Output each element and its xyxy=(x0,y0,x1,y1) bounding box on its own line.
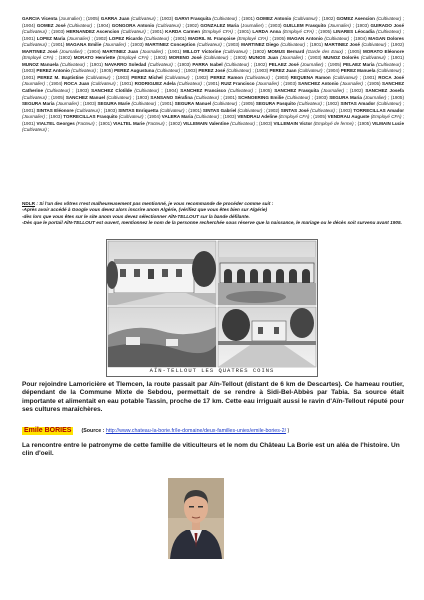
name-separator: ; (1903) xyxy=(155,16,175,21)
name-separator: ; (1902) xyxy=(189,74,211,80)
occupation: (Garde des Eaux) xyxy=(306,48,344,54)
occupation: (Employé CFA) xyxy=(282,29,314,35)
name-separator: ; (1901) xyxy=(169,35,189,41)
name-separator: ; (1902) xyxy=(262,107,281,113)
name-separator: ; (1901) xyxy=(115,81,135,87)
name-separator: ; (1903) xyxy=(228,55,249,61)
name-separator: ; (1903) xyxy=(350,22,371,28)
name-separator: ; (1905) xyxy=(343,48,363,54)
person-name: SINTAS José xyxy=(280,107,311,113)
person-name: SEGURA Maria xyxy=(329,94,364,100)
name-separator: ; (1901) xyxy=(357,74,379,80)
person-name: ROCA José xyxy=(378,74,404,80)
occupation: (Cultivateur) xyxy=(159,107,185,113)
person-name: SCHNOERING Emilie xyxy=(238,94,286,100)
person-name: LARDA Anna xyxy=(252,29,283,35)
person-name: MAGAN Dolores xyxy=(368,35,404,41)
occupation: (Cultivateur) xyxy=(131,101,157,107)
name-separator: ; (1903) xyxy=(334,107,354,113)
person-name: GONGORA Antonio xyxy=(111,22,156,28)
person-name: NAVARRO Soledad xyxy=(104,61,149,67)
occupation: (Employé CFA) xyxy=(22,55,54,61)
occupation: (Cultivateur) xyxy=(361,42,387,48)
name-separator: ; (1903) xyxy=(172,61,193,67)
name-separator: ; (1903) xyxy=(125,42,146,48)
occupation: (Cultivateur) xyxy=(118,114,144,120)
person-name: PEREZ Michel xyxy=(131,74,165,80)
name-separator: ; (1903) xyxy=(303,55,324,61)
name-separator: ; xyxy=(46,127,50,133)
name-separator: ; (1901) xyxy=(184,107,203,113)
occupation: (Cultivateur) xyxy=(106,94,132,100)
name-separator: ; (1902) xyxy=(89,35,109,41)
name-separator: ; (1903) xyxy=(131,94,151,100)
occupation: (Journalier) xyxy=(340,81,364,87)
name-separator: ; (1902) xyxy=(317,16,337,21)
photo-top-left xyxy=(106,241,216,305)
name-separator: ; (1904) xyxy=(22,16,404,28)
occupation: (Cultivateur) xyxy=(376,16,402,21)
name-separator: ; (1903) xyxy=(251,68,270,74)
person-name: MARTINEZ Conception xyxy=(145,42,198,48)
name-separator: ; (1901) xyxy=(237,16,257,21)
occupation: (Journalier) xyxy=(59,48,83,54)
name-separator: ; (1901) xyxy=(46,42,67,48)
occupation: (Journalier) xyxy=(66,35,90,41)
name-separator: ; (1901) xyxy=(201,81,221,87)
occupation: (Cultivateur) xyxy=(144,35,169,41)
occupation: (Cultivateur) xyxy=(332,74,358,80)
name-separator: ; (1901) xyxy=(156,101,175,107)
occupation: (Cultivateur) xyxy=(71,68,96,74)
person-name: GUILLEM Frasquito xyxy=(283,22,328,28)
postcard-photo xyxy=(106,239,318,377)
person-name: TORRECILLAS Frasquito xyxy=(63,114,119,120)
person-name: SEGURA Pasquito xyxy=(255,101,298,107)
person-name: MARTINEZ Diego xyxy=(241,42,281,48)
name-separator: ; (1903) xyxy=(310,94,330,100)
name-separator: ; (1903) xyxy=(219,114,238,120)
person-name: VIALTEL Marie xyxy=(113,120,147,126)
person-name: MORENO José xyxy=(168,55,204,61)
person-name: SANCHEZ Frasquita xyxy=(274,88,322,94)
name-separator: ; (1902) xyxy=(164,120,184,126)
person-name: GUIRADO José xyxy=(370,22,404,28)
occupation: (Journalier) xyxy=(22,114,45,120)
person-name: SANCHEZ Clotilde xyxy=(91,88,135,94)
occupation: (Cultivateur) xyxy=(155,22,181,28)
occupation: (Employé de ferme) xyxy=(313,120,354,126)
occupation: (Cultivateur) xyxy=(148,61,173,67)
person-name: VENDRAU Auguste xyxy=(327,114,371,120)
name-separator: ; (1903) xyxy=(221,42,242,48)
portrait-photo xyxy=(168,478,224,559)
person-name: TORRECILLAS Amador xyxy=(353,107,404,113)
occupation: (Facteur) xyxy=(146,120,165,126)
occupation: (Cultivateur) xyxy=(134,88,160,94)
name-separator: ; (1904) xyxy=(159,88,181,94)
person-name: SANCHEZ Antonio xyxy=(298,81,341,87)
name-separator: ; (1904) xyxy=(45,81,64,87)
name-separator: ; (1903) xyxy=(279,81,299,87)
name-separator: ; (1904) xyxy=(143,114,162,120)
name-separator: ; (1901) xyxy=(305,42,325,48)
ndlr-line: -dès lors que vous êtes sur le site anom vous devez sélectionner AÏN-TELLOUT sur la bande déﬁlante. xyxy=(22,213,250,219)
occupation: (Journalier) xyxy=(280,55,304,61)
occupation: (Employé CFA) xyxy=(278,114,310,120)
name-separator: ; (1902) xyxy=(249,61,269,67)
ndlr-note xyxy=(22,201,404,227)
source-label: (Source : xyxy=(81,428,106,434)
person-name: MUNOS Juan xyxy=(248,55,281,61)
name-separator: ; (1903) xyxy=(110,74,132,80)
person-name: PEREZ Manuela xyxy=(340,68,377,74)
name-separator: ; (1905) xyxy=(46,94,66,100)
name-separator: ; (1905) xyxy=(353,120,373,126)
photo-bottom-right xyxy=(218,307,316,367)
name-separator: ; (1905) xyxy=(253,88,275,94)
occupation: (Cultivateur) xyxy=(74,107,100,113)
occupation: (Journalier) xyxy=(363,94,387,100)
person-name: HERNANDEZ Ascencion xyxy=(66,29,121,35)
occupation: (Cultivateur) xyxy=(22,127,47,133)
person-name: SINTAS Amador xyxy=(340,101,377,107)
name-separator: ; (1905) xyxy=(323,61,343,67)
person-name: SINTAS Eléonore xyxy=(36,107,75,113)
name-separator: ; (1905) xyxy=(363,81,383,87)
person-name: MADRIL M. Françoise xyxy=(188,35,237,41)
name-separator: ; (1903) xyxy=(99,107,119,113)
occupation: (Cultivateur) xyxy=(297,101,322,107)
occupation: (Cultivateur) xyxy=(285,94,311,100)
paragraph-rencontre: La rencontre entre le patronyme de cette famille de viticulteurs et le nom du Château La Borie est un aléa de l'histoire. Un clin d'oeil. xyxy=(22,442,400,458)
occupation: (Cultivateur) xyxy=(226,68,252,74)
person-name: GARVI Frasquita xyxy=(174,16,213,21)
name-separator: ; (1904) xyxy=(322,68,341,74)
occupation: (Employé CFA) xyxy=(236,35,268,41)
occupation: (Journalier) xyxy=(327,22,351,28)
person-name: VENDRAU Adeline xyxy=(237,114,279,120)
occupation: (Cultivateur) xyxy=(164,74,190,80)
occupation: (Journalier) xyxy=(256,81,280,87)
ndlr-title: NDLR xyxy=(22,201,36,206)
occupation: (Journalier) xyxy=(22,81,45,87)
photo-bottom-left xyxy=(108,307,216,367)
occupation: (Cultivateur) xyxy=(155,68,181,74)
paragraph-route: Pour rejoindre Lamoricière et Tlemcen, la route passait par Aïn-Tellout (distant de 6 km de Descartes). Ce hameau routier, dépendant de la Commune Mixte de Sebdou, permettait de se rendre à Sidi-Bel-Abbès par Tabia. Sa source était importante et alimentait en eau potable Tassin, proche de 17 km. Cette eau irriguait aussi le ravin d'Aïn-Tellout réputé pour ses cultures maraîchères. xyxy=(22,381,404,413)
person-name: REQUENA Ramon xyxy=(290,74,333,80)
occupation: (Cultivateur) xyxy=(60,61,86,67)
person-name: PARRA Isabel xyxy=(192,61,225,67)
occupation: (Journalier) xyxy=(321,88,345,94)
name-separator: ; (1901) xyxy=(22,101,405,113)
name-separator: ; (1901) xyxy=(22,68,404,80)
name-separator: ; (1903) xyxy=(78,101,98,107)
source-label-close: ) xyxy=(286,428,290,434)
person-name: MUNOZ Dolorès xyxy=(323,55,361,61)
occupation: (Cultivateur) xyxy=(376,68,402,74)
person-name: PEREZ Antonio xyxy=(36,68,72,74)
occupation: (Cultivateur) xyxy=(212,101,238,107)
name-separator: ; (1901) xyxy=(22,29,404,41)
person-name: VILLEMAIN Victor xyxy=(273,120,314,126)
occupation: (Journalier) xyxy=(140,48,164,54)
occupation: (Cultivateur) xyxy=(228,88,254,94)
names-list xyxy=(22,16,404,134)
occupation: (Cultivateur) xyxy=(130,16,156,21)
person-name-highlight: Emile BORIES xyxy=(24,427,72,434)
name-separator: ; (1903) xyxy=(45,114,64,120)
name-separator: ; (1905) xyxy=(95,68,115,74)
person-name: GOMEZ Antonio xyxy=(256,16,293,21)
person-name: MUNOZ Manuela xyxy=(22,61,61,67)
person-name: MILLOT Victorine xyxy=(183,48,223,54)
name-separator: ; (1901) xyxy=(85,61,105,67)
occupation: (Cultivateur) xyxy=(45,88,70,94)
person-name: VILMAIN Lucie xyxy=(372,120,404,126)
name-separator: ; (1903) xyxy=(46,29,67,35)
ndlr-line: -Après avoir accédé à Google vous devez alors inscrire anom Algérie, (vérifiez que vous êtes bien sur Algérie) xyxy=(22,207,268,213)
person-name: MORATO Henriette xyxy=(73,55,118,61)
ndlr-intro: : Si l'un des vôtres n'est malheureusement pas mentionné, je vous recommande de procéder comme suit : xyxy=(35,201,274,206)
name-separator: ; (1903) xyxy=(180,68,199,74)
name-separator: ; (1904) xyxy=(82,48,103,54)
occupation: (Cultivateur) xyxy=(280,42,306,48)
person-name: LOPEZ Ricardo xyxy=(109,35,145,41)
occupation: (Cultivateur) xyxy=(85,74,111,80)
person-name: SANCHEZ Manuel xyxy=(65,94,107,100)
name-separator: ; (1905) xyxy=(313,29,334,35)
occupation: (Cultivateur) xyxy=(203,55,229,61)
name-separator: ; (1901) xyxy=(385,55,404,61)
occupation: (Cultivateur) xyxy=(230,120,256,126)
occupation: (Cultivateur) xyxy=(376,61,402,67)
person-name: MAGANA Emilie xyxy=(66,42,103,48)
name-separator: ; (1902) xyxy=(344,88,366,94)
occupation: (Cultivateur) xyxy=(222,48,248,54)
name-separator: ; (1903) xyxy=(70,88,92,94)
name-separator: ; (1902) xyxy=(386,42,405,48)
name-separator: ; (1902) xyxy=(321,101,341,107)
occupation: (Cultivateur) xyxy=(292,16,318,21)
person-name: GARCIA Vicenta xyxy=(22,16,59,21)
postcard-collage xyxy=(106,239,318,377)
occupation: (Employé CFA) xyxy=(370,114,402,120)
person-name: SANSANO Séraﬁna xyxy=(150,94,195,100)
person-name: MORATO Eléonore xyxy=(362,48,405,54)
occupation: (Cultivateur) xyxy=(194,114,220,120)
person-name: SINTAS Gabriel xyxy=(202,107,238,113)
name-separator: ; (1904) xyxy=(349,35,369,41)
name-separator: ; (1902) xyxy=(180,22,201,28)
occupation: (Cultivateur) xyxy=(212,16,238,21)
occupation: (Cultivateur) xyxy=(237,107,263,113)
person-name: MARTINEZ Juan xyxy=(102,48,141,54)
person-name: LOPEZ Maria xyxy=(36,35,67,41)
occupation: (Journalier) xyxy=(55,101,79,107)
name-separator: ; (1903) xyxy=(255,120,274,126)
person-name: PEREZ Augustuna xyxy=(114,68,156,74)
person-name: PEREZ Juan xyxy=(269,68,298,74)
occupation: (Cultivateur) xyxy=(22,42,47,48)
occupation: (Cultivateur) xyxy=(310,107,335,113)
person-name: GOMEZ Asencion xyxy=(336,16,377,21)
source-link[interactable]: http://www.chateau-la-borie.fr/le-domaine/deux-familles-unies/emile-bories-2/ xyxy=(105,428,287,434)
occupation: (Cultivateur) xyxy=(245,74,270,80)
person-name: PELAEZ Maria xyxy=(343,61,377,67)
name-separator: ; (1901) xyxy=(163,48,183,54)
name-separator: ; (1905) xyxy=(309,114,328,120)
occupation: (Journalier) xyxy=(102,42,126,48)
occupation: (Cultivateur) xyxy=(67,22,93,28)
occupation: (Cultivateur) xyxy=(197,42,222,48)
occupation: (Employé CFA) xyxy=(201,29,233,35)
occupation: (Cultivateur) xyxy=(360,55,386,61)
occupation: (Cultivateur) xyxy=(376,101,402,107)
person-name: MARTINEZ José xyxy=(324,42,362,48)
name-separator: (Journalier) ; (1905) xyxy=(58,16,101,21)
occupation: (Cultivateur) xyxy=(194,94,219,100)
name-separator: ; (1901) xyxy=(145,29,166,35)
occupation: (Cultivateur) xyxy=(22,94,47,100)
name-separator: ; (1905) xyxy=(267,35,288,41)
occupation: (Cultivateur) xyxy=(120,29,146,35)
name-separator: (Journalier) ; (1903) xyxy=(240,22,284,28)
occupation: (Cultivateur) xyxy=(22,29,47,35)
name-separator: ; (1904) xyxy=(92,22,112,28)
name-separator: ; (1902) xyxy=(247,48,268,54)
occupation: (Cultivateur) xyxy=(90,81,116,87)
name-separator: ; (1903) xyxy=(22,61,404,74)
person-name: MAGAN Antonio xyxy=(287,35,325,41)
portrait-man xyxy=(168,478,224,559)
occupation: (Cultivateur) xyxy=(376,29,402,35)
person-name: SEGURA Maria xyxy=(22,101,56,107)
name-separator: ; (1905) xyxy=(237,101,256,107)
name-separator: ; (1901) xyxy=(94,120,114,126)
person-name: LINARES Léocadia xyxy=(333,29,377,35)
person-name: SEGURA Manuel xyxy=(174,101,213,107)
occupation: (Cultivateur) xyxy=(224,61,250,67)
name-separator: ; (1903) xyxy=(269,74,291,80)
person-name: ROCA Juan xyxy=(63,81,91,87)
person-name: SINTAS Enriquetta xyxy=(118,107,160,113)
person-name: PEREZ Ramon xyxy=(210,74,246,80)
person-name: SANCHEZ Francisco xyxy=(180,88,229,94)
occupation: (Employé CFA) xyxy=(117,55,149,61)
postcard-caption: AÏN-TELLOUT LES QUATRES COINS xyxy=(149,367,275,374)
occupation: (Journalier) xyxy=(300,61,324,67)
occupation: (Cultivateur) xyxy=(297,68,323,74)
person-name: VILLEMAIN Valentine xyxy=(183,120,231,126)
person-name: MOMUS Bernard xyxy=(267,48,307,54)
occupation: (Facteur) xyxy=(76,120,95,126)
person-name: SANCHEZ Josefa xyxy=(365,88,404,94)
person-name: GONZALEZ Maria xyxy=(200,22,241,28)
name-separator: ; (1901) xyxy=(22,114,405,126)
name-separator: ; (1905) xyxy=(386,94,404,100)
person-name: VALERA Maria xyxy=(161,114,195,120)
person-name: RODRIGUEZ Adela xyxy=(134,81,178,87)
person-name: SANCHEZ Catherine xyxy=(22,81,405,94)
ndlr-line: -Dès que le portail AÏN-TELLOUT est ouvert, mentionnez le nom de la personne recherchée sous réserve que la naissance, le mariage ou le décès soit survenu avant 1905. xyxy=(22,220,402,226)
person-name: KARDA Carmen xyxy=(165,29,202,35)
name-separator: ; (1901) xyxy=(232,29,253,35)
name-separator: ; (1902) xyxy=(53,55,74,61)
person-name: MARTINEZ José xyxy=(22,48,60,54)
occupation: (Cultivateur) xyxy=(324,35,350,41)
person-name: SEGURA Marie xyxy=(97,101,132,107)
name-separator: ; (1903) xyxy=(148,55,169,61)
person-name: RUIZ Francisco xyxy=(220,81,257,87)
person-name: GARRA Juan xyxy=(100,16,131,21)
person-name: GOMEZ José xyxy=(36,22,68,28)
person-name: PEREZ M. Baptistine xyxy=(37,74,86,80)
photo-top-right xyxy=(218,241,316,305)
person-name: VIALTEL Georges xyxy=(36,120,77,126)
person-name: PELAEZ José xyxy=(268,61,301,67)
name-separator: ; (1901) xyxy=(218,94,239,100)
source-line xyxy=(22,427,404,435)
person-name: PEREZ José xyxy=(198,68,227,74)
occupation: (Cultivateur) xyxy=(177,81,202,87)
